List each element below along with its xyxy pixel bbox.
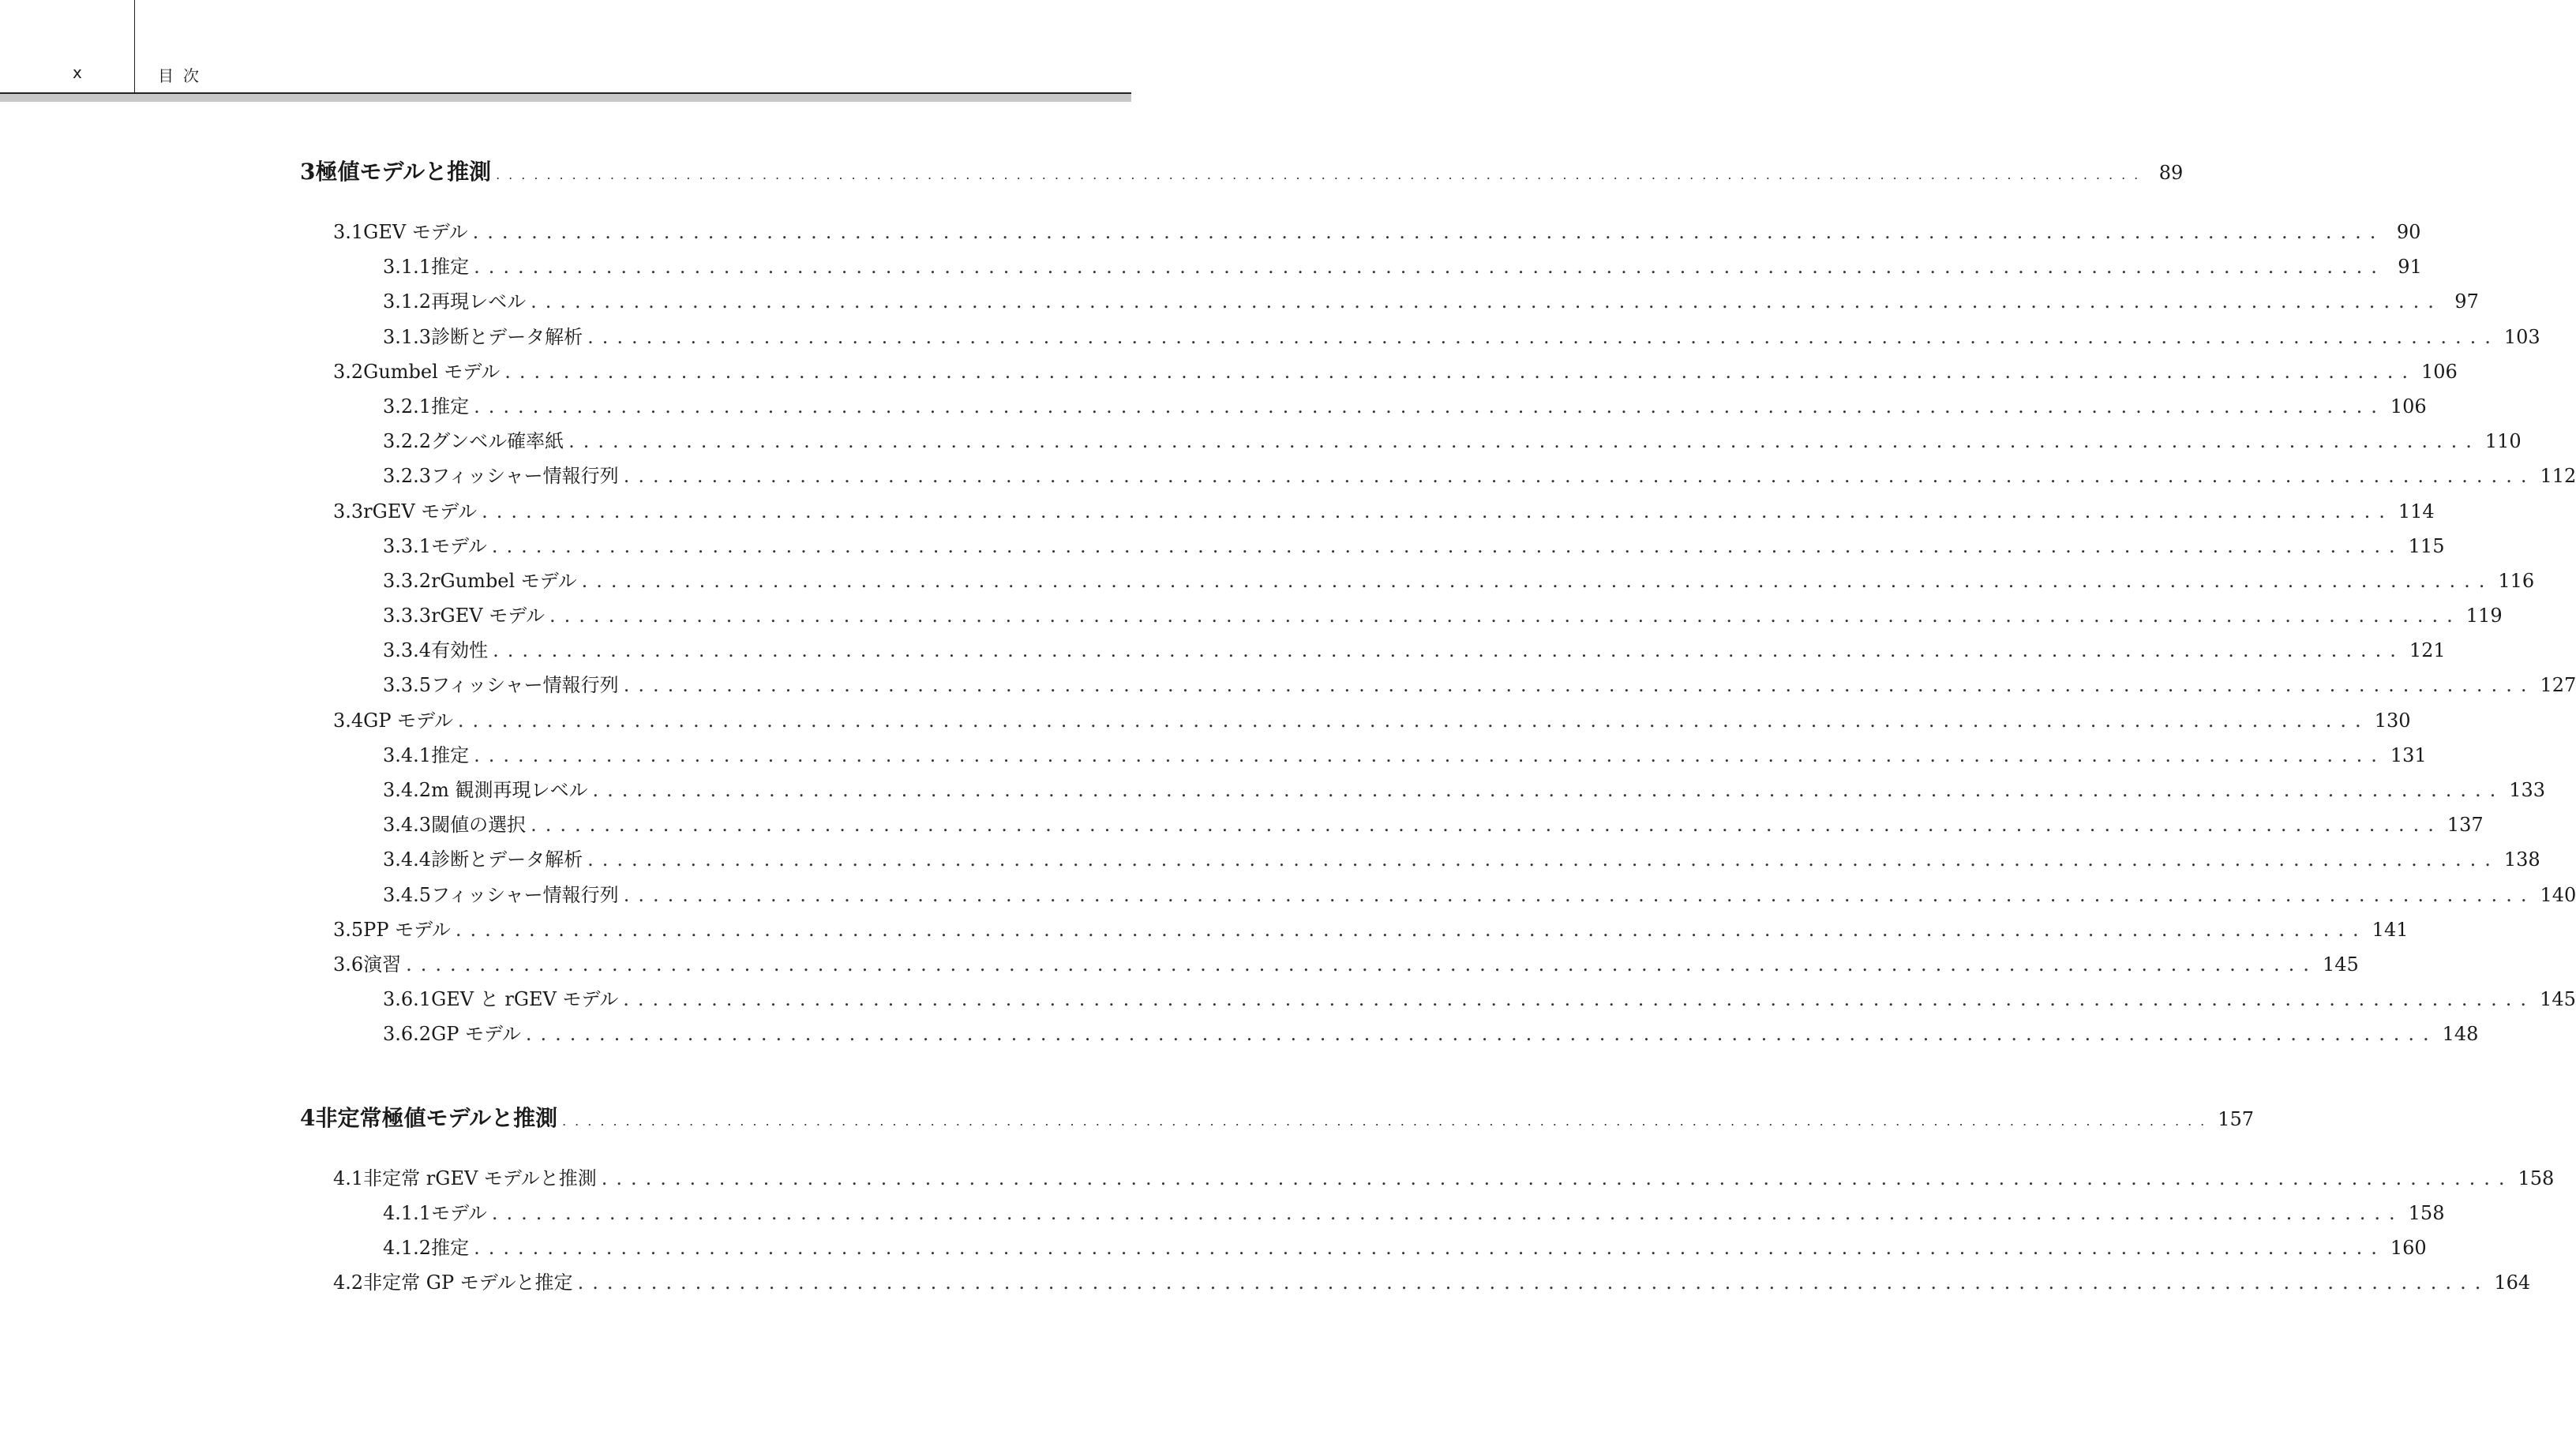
- toc-subsection-entry[interactable]: [300, 1197, 2445, 1232]
- subsection-page-number: 133: [2509, 779, 2546, 801]
- subsection-title: グンベル確率紙: [431, 430, 564, 453]
- section-title: rGEV モデル: [363, 500, 478, 522]
- subsection-page-number: 160: [2390, 1236, 2427, 1259]
- subsection-title: フィッシャー情報行列: [431, 465, 619, 488]
- toc-subsection-entry[interactable]: [300, 321, 2540, 356]
- section-page-number: 158: [2518, 1167, 2555, 1189]
- leader-dots: ..................................................................................................................................: [568, 430, 2480, 453]
- toc-subsection-entry[interactable]: [300, 1018, 2479, 1053]
- section-title: PP モデル: [363, 918, 451, 941]
- subsection-number: 3.2.1: [383, 395, 432, 418]
- leader-dots: ..................................................................................................................................: [587, 325, 2499, 348]
- leader-dots: ..................................................................................................................................: [592, 779, 2505, 801]
- section-number: 3.6: [333, 953, 364, 976]
- subsection-page-number: 158: [2408, 1201, 2445, 1224]
- chapter-spacer: [300, 1145, 1016, 1163]
- section-page-number: 114: [2398, 500, 2435, 522]
- toc-section-entry[interactable]: [300, 1267, 2531, 1302]
- toc-subsection-entry[interactable]: [300, 774, 2546, 809]
- leader-dots: ..................................................................................................................................: [623, 988, 2536, 1011]
- leader-dots: ..................................................................................................................................: [496, 167, 2147, 182]
- subsection-number: 3.2.3: [383, 465, 432, 488]
- leader-dots: ..................................................................................................................................: [623, 674, 2536, 697]
- subsection-number: 3.4.5: [383, 883, 432, 906]
- subsection-page-number: 97: [2454, 290, 2479, 313]
- section-title: GP モデル: [363, 709, 453, 732]
- section-page-number: 164: [2494, 1272, 2531, 1294]
- chapter-page-number: 157: [2218, 1107, 2255, 1130]
- leader-dots: ..................................................................................................................................: [587, 848, 2499, 871]
- subsection-number: 3.4.3: [383, 814, 432, 837]
- subsection-page-number: 106: [2390, 395, 2427, 418]
- subsection-title: 再現レベル: [431, 290, 527, 313]
- section-number: 3.3: [333, 500, 364, 522]
- section-number: 3.1: [333, 221, 364, 243]
- section-number: 4.2: [333, 1272, 364, 1294]
- subsection-number: 3.3.5: [383, 674, 432, 697]
- subsection-number: 4.1.2: [383, 1236, 432, 1259]
- chapter-title: 非定常極値モデルと推測: [315, 1104, 558, 1131]
- toc-subsection-entry[interactable]: [300, 565, 2535, 600]
- toc-subsection-entry[interactable]: [300, 425, 2522, 460]
- leader-dots: ..................................................................................................................................: [504, 360, 2417, 383]
- subsection-title: モデル: [431, 534, 487, 557]
- leader-dots: ..................................................................................................................................: [531, 814, 2443, 837]
- section-number: 4.1: [333, 1167, 364, 1189]
- leader-dots: ..................................................................................................................................: [406, 953, 2318, 976]
- toc-section-entry[interactable]: [300, 496, 2435, 530]
- leader-dots: ..................................................................................................................................: [474, 256, 2386, 279]
- subsection-title: フィッシャー情報行列: [431, 883, 619, 906]
- leader-dots: ..................................................................................................................................: [455, 918, 2368, 941]
- subsection-page-number: 137: [2447, 814, 2484, 837]
- subsection-title: GEV と rGEV モデル: [431, 988, 619, 1011]
- chapter-spacer: [300, 199, 1016, 216]
- section-number: 3.4: [333, 709, 364, 732]
- subsection-title: GP モデル: [431, 1023, 521, 1046]
- leader-dots: ..................................................................................................................................: [562, 1113, 2214, 1129]
- subsection-page-number: 140: [2540, 883, 2576, 906]
- subsection-title: 診断とデータ解析: [431, 848, 583, 871]
- subsection-title: モデル: [431, 1201, 487, 1224]
- leader-dots: ..................................................................................................................................: [474, 743, 2386, 766]
- toc-subsection-entry[interactable]: [300, 983, 2576, 1018]
- toc-section-entry[interactable]: [300, 914, 2409, 949]
- subsection-page-number: 127: [2540, 674, 2576, 697]
- subsection-page-number: 148: [2442, 1023, 2479, 1046]
- subsection-page-number: 145: [2540, 988, 2576, 1011]
- leader-dots: ..................................................................................................................................: [491, 1201, 2404, 1224]
- subsection-number: 3.4.1: [383, 743, 432, 766]
- toc-subsection-entry[interactable]: [300, 809, 2484, 844]
- page-header: [0, 0, 1131, 95]
- section-page-number: 106: [2421, 360, 2458, 383]
- toc-section-entry[interactable]: [300, 949, 2359, 983]
- page-number: x: [73, 63, 82, 82]
- section-page-number: 145: [2322, 953, 2359, 976]
- section-page-number: 130: [2374, 709, 2411, 732]
- section-page-number: 90: [2396, 221, 2421, 243]
- subsection-number: 3.1.1: [383, 256, 432, 279]
- table-of-contents: [300, 150, 2576, 1302]
- subsection-number: 3.6.1: [383, 988, 432, 1011]
- toc-subsection-entry[interactable]: [300, 460, 2576, 495]
- toc-chapter-entry[interactable]: [300, 155, 2184, 199]
- toc-subsection-entry[interactable]: [300, 635, 2446, 669]
- subsection-title: 閾値の選択: [431, 814, 527, 837]
- subsection-page-number: 103: [2503, 325, 2540, 348]
- leader-dots: ..................................................................................................................................: [623, 465, 2536, 488]
- leader-dots: ..................................................................................................................................: [577, 1272, 2490, 1294]
- leader-dots: ..................................................................................................................................: [549, 605, 2462, 627]
- section-title: GEV モデル: [363, 221, 468, 243]
- toc-subsection-entry[interactable]: [300, 391, 2427, 425]
- toc-subsection-entry[interactable]: [300, 844, 2540, 878]
- subsection-number: 3.3.3: [383, 605, 432, 627]
- leader-dots: ..................................................................................................................................: [474, 1236, 2386, 1259]
- subsection-title: rGumbel モデル: [431, 569, 577, 592]
- toc-section-entry[interactable]: [300, 216, 2421, 251]
- leader-dots: ..................................................................................................................................: [525, 1023, 2438, 1046]
- toc-subsection-entry[interactable]: [300, 1232, 2427, 1267]
- subsection-number: 3.3.1: [383, 534, 432, 557]
- leader-dots: ..................................................................................................................................: [472, 221, 2385, 243]
- subsection-title: 推定: [431, 256, 470, 279]
- chapter-number: 4: [300, 1104, 316, 1131]
- leader-dots: ..................................................................................................................................: [457, 709, 2370, 732]
- subsection-number: 3.1.3: [383, 325, 432, 348]
- subsection-title: 推定: [431, 395, 470, 418]
- subsection-title: 診断とデータ解析: [431, 325, 583, 348]
- subsection-page-number: 115: [2408, 534, 2445, 557]
- section-title: 非定常 GP モデルと推定: [363, 1272, 573, 1294]
- section-number: 3.5: [333, 918, 364, 941]
- leader-dots: ..................................................................................................................................: [482, 500, 2394, 522]
- chapter-page-number: 89: [2158, 162, 2184, 184]
- subsection-title: 推定: [431, 1236, 470, 1259]
- subsection-number: 3.1.2: [383, 290, 432, 313]
- toc-section-entry[interactable]: [300, 356, 2458, 391]
- subsection-title: m 観測再現レベル: [431, 779, 588, 801]
- leader-dots: ..................................................................................................................................: [601, 1167, 2514, 1189]
- section-title: 演習: [363, 953, 402, 976]
- chapter-title: 極値モデルと推測: [315, 159, 492, 185]
- header-vertical-rule: [134, 0, 135, 93]
- leader-dots: ..................................................................................................................................: [623, 883, 2536, 906]
- toc-subsection-entry[interactable]: [300, 286, 2479, 320]
- toc-subsection-entry[interactable]: [300, 530, 2445, 565]
- toc-subsection-entry[interactable]: [300, 669, 2576, 704]
- subsection-number: 3.3.2: [383, 569, 432, 592]
- leader-dots: ..................................................................................................................................: [474, 395, 2386, 418]
- subsection-page-number: 121: [2409, 639, 2446, 662]
- subsection-page-number: 116: [2498, 569, 2535, 592]
- subsection-number: 3.6.2: [383, 1023, 432, 1046]
- toc-subsection-entry[interactable]: [300, 879, 2576, 914]
- subsection-page-number: 119: [2465, 605, 2503, 627]
- toc-section-entry[interactable]: [300, 1163, 2555, 1197]
- subsection-page-number: 131: [2390, 743, 2427, 766]
- subsection-title: 推定: [431, 743, 470, 766]
- toc-section-entry[interactable]: [300, 705, 2411, 740]
- subsection-number: 3.2.2: [383, 430, 432, 453]
- chapter-number: 3: [300, 159, 316, 185]
- toc-chapter-entry[interactable]: [300, 1101, 2255, 1145]
- section-page-number: 141: [2372, 918, 2409, 941]
- running-title: 目次: [158, 66, 208, 85]
- subsection-title: 有効性: [431, 639, 489, 662]
- subsection-number: 3.4.4: [383, 848, 432, 871]
- header-gray-band: [0, 94, 1131, 102]
- toc-subsection-entry[interactable]: [300, 600, 2503, 635]
- subsection-number: 4.1.1: [383, 1201, 432, 1224]
- toc-subsection-entry[interactable]: [300, 251, 2422, 286]
- toc-subsection-entry[interactable]: [300, 740, 2427, 774]
- leader-dots: ..................................................................................................................................: [531, 290, 2443, 313]
- subsection-page-number: 138: [2503, 848, 2540, 871]
- subsection-number: 3.3.4: [383, 639, 432, 662]
- subsection-page-number: 112: [2540, 465, 2576, 488]
- section-title: 非定常 rGEV モデルと推測: [363, 1167, 597, 1189]
- section-title: Gumbel モデル: [363, 360, 501, 383]
- subsection-number: 3.4.2: [383, 779, 432, 801]
- subsection-title: rGEV モデル: [431, 605, 546, 627]
- subsection-title: フィッシャー情報行列: [431, 674, 619, 697]
- section-number: 3.2: [333, 360, 364, 383]
- leader-dots: ..................................................................................................................................: [491, 534, 2404, 557]
- subsection-page-number: 91: [2398, 256, 2422, 279]
- leader-dots: ..................................................................................................................................: [493, 639, 2405, 662]
- leader-dots: ..................................................................................................................................: [581, 569, 2494, 592]
- subsection-page-number: 110: [2484, 430, 2522, 453]
